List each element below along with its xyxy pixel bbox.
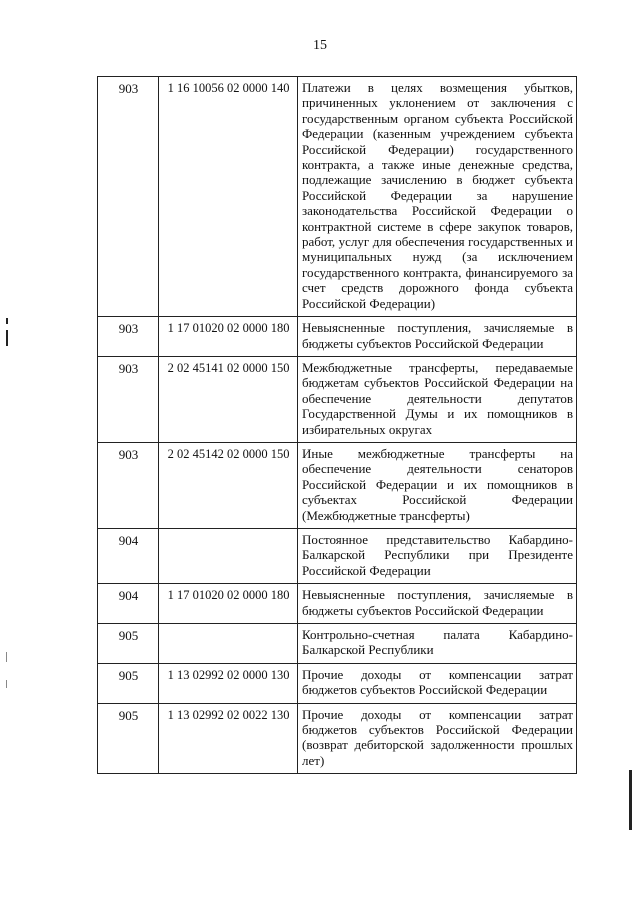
kbk-code-cell — [159, 624, 298, 664]
admin-code-cell: 904 — [98, 528, 159, 583]
table-row — [98, 584, 577, 624]
table-row — [98, 663, 577, 703]
kbk-code-cell: 2 02 45141 02 0000 150 — [159, 356, 298, 442]
description-cell: Прочие доходы от компенсации затрат бюджетов субъектов Российской Федерации — [298, 663, 577, 703]
admin-code-cell: 903 — [98, 442, 159, 528]
description-cell: Прочие доходы от компенсации затрат бюджетов субъектов Российской Федерации (возврат дебиторской задолженности прошлых лет) — [298, 703, 577, 774]
description-cell: Межбюджетные трансферты, передаваемые бюджетам субъектов Российской Федерации на обеспечение деятельности депутатов Государственной Думы и их помощников в избирательных округах — [298, 356, 577, 442]
kbk-code-cell: 1 17 01020 02 0000 180 — [159, 584, 298, 624]
description-cell: Иные межбюджетные трансферты на обеспечение деятельности сенаторов Российской Федерации и их помощников в субъектах Российской Федерации (Межбюджетные трансферты) — [298, 442, 577, 528]
scan-mark-left-3 — [6, 652, 7, 662]
table-row — [98, 624, 577, 664]
admin-code-cell: 905 — [98, 663, 159, 703]
admin-code-cell: 903 — [98, 356, 159, 442]
table-row — [98, 77, 577, 317]
description-cell: Постоянное представительство Кабардино-Балкарской Республики при Президенте Российской Федерации — [298, 528, 577, 583]
kbk-code-cell: 1 17 01020 02 0000 180 — [159, 317, 298, 357]
table-row — [98, 703, 577, 774]
description-cell: Контрольно-счетная палата Кабардино-Балкарской Республики — [298, 624, 577, 664]
kbk-code-cell: 2 02 45142 02 0000 150 — [159, 442, 298, 528]
table-row — [98, 317, 577, 357]
scan-mark-left-2 — [6, 330, 8, 346]
table-row — [98, 528, 577, 583]
admin-code-cell: 905 — [98, 703, 159, 774]
kbk-code-cell: 1 13 02992 02 0022 130 — [159, 703, 298, 774]
description-cell: Платежи в целях возмещения убытков, причиненных уклонением от заключения с государственным органом субъекта Российской Федерации (казенным учреждением субъекта Российской Федерации) государственного контракта, а также иные денежные средства, подлежащие зачислению в бюджет субъекта Российской Федерации за нарушение законодательства Российской Федерации о контрактной системе в сфере закупок товаров, работ, услуг для обеспечения государственных и муниципальных нужд (за исключением государственного контракта, финансируемого за счет средств дорожного фонда субъекта Российской Федерации) — [298, 77, 577, 317]
page-number: 15 — [313, 38, 327, 53]
kbk-code-cell: 1 16 10056 02 0000 140 — [159, 77, 298, 317]
description-cell: Невыясненные поступления, зачисляемые в бюджеты субъектов Российской Федерации — [298, 317, 577, 357]
kbk-code-cell: 1 13 02992 02 0000 130 — [159, 663, 298, 703]
admin-code-cell: 903 — [98, 317, 159, 357]
admin-code-cell: 903 — [98, 77, 159, 317]
scan-mark-left-1 — [6, 318, 8, 324]
scan-mark-right-edge — [629, 770, 632, 830]
description-cell: Невыясненные поступления, зачисляемые в бюджеты субъектов Российской Федерации — [298, 584, 577, 624]
table-row — [98, 442, 577, 528]
table-row — [98, 356, 577, 442]
admin-code-cell: 904 — [98, 584, 159, 624]
admin-code-cell: 905 — [98, 624, 159, 664]
kbk-code-cell — [159, 528, 298, 583]
revenue-codes-table — [97, 76, 577, 774]
scan-mark-left-4 — [6, 680, 7, 688]
